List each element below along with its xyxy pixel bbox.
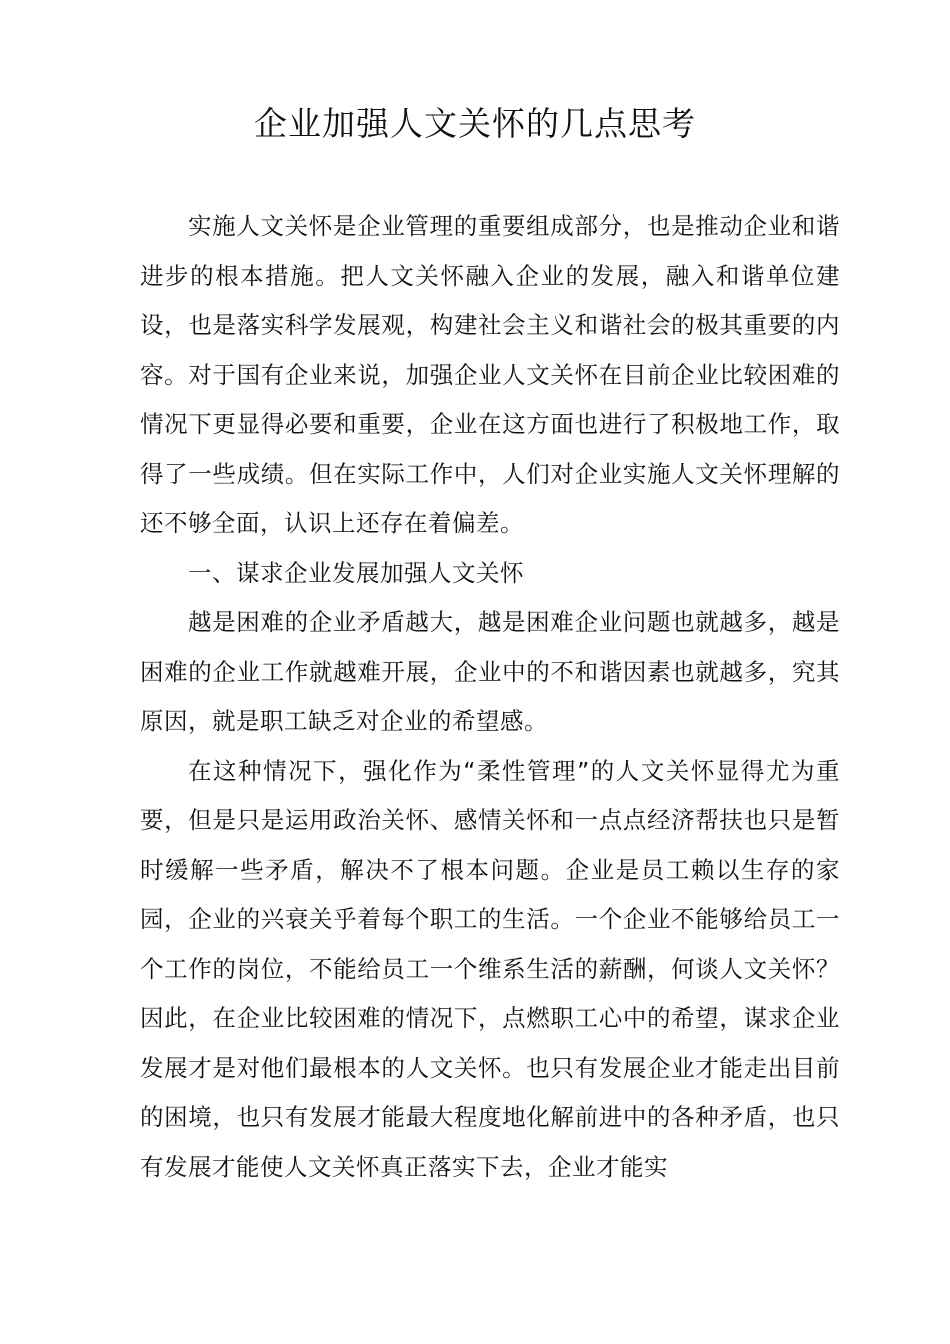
document-body — [140, 202, 840, 1192]
paragraph-development: 在这种情况下，强化作为“柔性管理”的人文关怀显得尤为重要，但是只是运用政治关怀、感情关怀和一点点经济帮扶也只是暂时缓解一些矛盾，解决不了根本问题。企业是员工赖以生存的家园，企业的兴衰关乎着每个职工的生活。一个企业不能够给员工一个工作的岗位，不能给员工一个维系生活的薪酬，何谈人文关怀？因此，在企业比较困难的情况下，点燃职工心中的希望，谋求企业发展才是对他们最根本的人文关怀。也只有发展企业才能走出目前的困境，也只有发展才能最大程度地化解前进中的各种矛盾，也只有发展才能使人文关怀真正落实下去，企业才能实 — [140, 756, 840, 1181]
paragraph-intro: 实施人文关怀是企业管理的重要组成部分，也是推动企业和谐进步的根本措施。把人文关怀融入企业的发展，融入和谐单位建设，也是落实科学发展观，构建社会主义和谐社会的极其重要的内容。对于国有企业来说，加强企业人文关怀在目前企业比较困难的情况下更显得必要和重要，企业在这方面也进行了积极地工作，取得了一些成绩。但在实际工作中，人们对企业实施人文关怀理解的还不够全面，认识上还存在着偏差。 — [140, 212, 840, 537]
paragraph-difficulty: 越是困难的企业矛盾越大，越是困难企业问题也就越多，越是困难的企业工作就越难开展，企业中的不和谐因素也就越多，究其原因，就是职工缺乏对企业的希望感。 — [140, 608, 840, 735]
document-title: 企业加强人文关怀的几点思考 — [254, 104, 696, 143]
section-heading-1: 一、谋求企业发展加强人文关怀 — [188, 558, 524, 587]
